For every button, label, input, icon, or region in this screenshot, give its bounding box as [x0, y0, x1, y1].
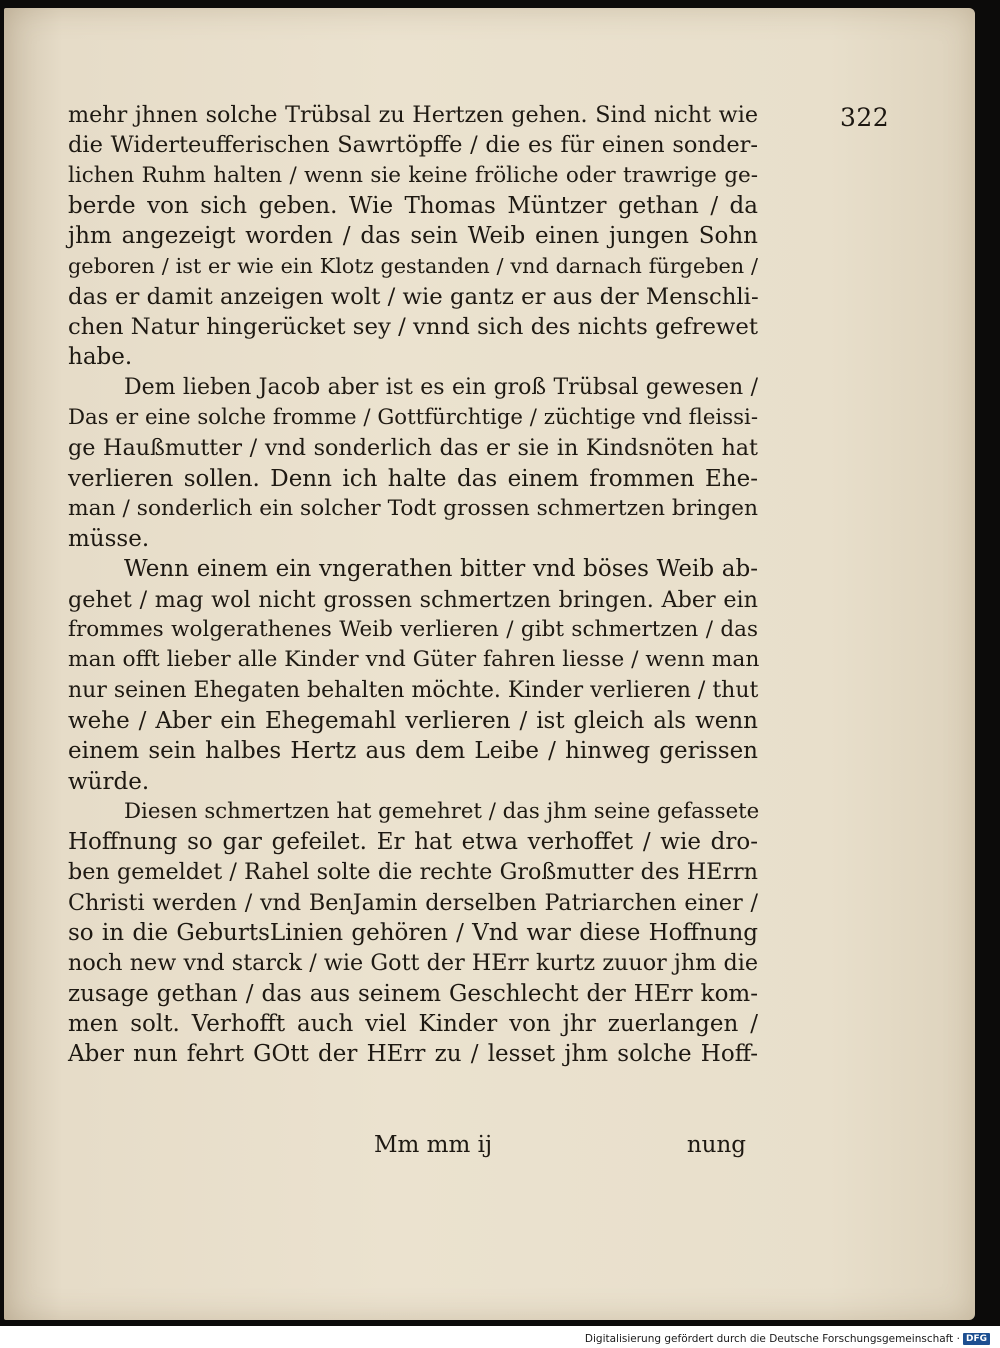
text-line: man offt lieber alle Kinder vnd Güter fahren liesse / wenn man: [68, 647, 760, 673]
text-line: wehe / Aber ein Ehegemahl verlieren / ist gleich als wenn: [68, 707, 758, 734]
signature-mark: Mm mm ij: [374, 1132, 493, 1158]
page-foot: [68, 1132, 758, 1164]
text-line: zusage gethan / das aus seinem Geschlecht der HErr kom-: [68, 980, 758, 1007]
text-line: noch new vnd starck / wie Gott der HErr kurtz zuuor jhm die: [68, 950, 758, 977]
catchword: nung: [686, 1132, 746, 1158]
text-line: so in die GeburtsLinien gehören / Vnd war diese Hoffnung: [68, 920, 758, 947]
text-line: Diesen schmertzen hat gemehret / das jhm seine gefassete: [124, 798, 760, 824]
digitization-credit: [585, 1332, 990, 1346]
text-line: verlieren sollen. Denn ich halte das einem frommen Ehe-: [68, 465, 758, 492]
page-number: 322: [840, 103, 890, 132]
text-line: Hoffnung so gar gefeilet. Er hat etwa verhoffet / wie dro-: [68, 829, 758, 856]
text-line: Aber nun fehrt GOtt der HErr zu / lesset jhm solche Hoff-: [68, 1041, 758, 1068]
text-line: nur seinen Ehegaten behalten möchte. Kinder verlieren / thut: [68, 677, 759, 703]
text-line: Das er eine solche fromme / Gottfürchtige / züchtige vnd fleissi-: [68, 404, 758, 430]
credit-text: Digitalisierung gefördert durch die Deutsche Forschungsgemeinschaft ·: [584, 1333, 960, 1345]
text-line: berde von sich geben. Wie Thomas Müntzer gethan / da: [68, 192, 758, 219]
text-line: frommes wolgerathenes Weib verlieren / gibt schmertzen / das: [68, 617, 758, 643]
text-line: die Widerteufferischen Sawrtöpffe / die es für einen sonder-: [68, 132, 758, 159]
text-line: müsse.: [68, 526, 150, 553]
book-page: [4, 8, 975, 1320]
text-line: würde.: [68, 768, 150, 795]
text-line: Wenn einem ein vngerathen bitter vnd böses Weib ab-: [124, 556, 758, 583]
text-line: chen Natur hingerücket sey / vnnd sich des nichts gefrewet: [68, 314, 758, 341]
text-line: geboren / ist er wie ein Klotz gestanden / vnd darnach fürgeben /: [68, 254, 758, 279]
text-line: habe.: [68, 344, 133, 371]
text-line: mehr jhnen solche Trübsal zu Hertzen gehen. Sind nicht wie: [68, 102, 758, 128]
text-line: Christi werden / vnd BenJamin derselben Patriarchen einer /: [68, 889, 758, 916]
text-line: lichen Ruhm halten / wenn sie keine fröliche oder trawrige ge-: [68, 162, 758, 188]
body-text: [68, 100, 758, 1070]
text-line: einem sein halbes Hertz aus dem Leibe / hinweg gerissen: [68, 738, 758, 765]
text-line: das er damit anzeigen wolt / wie gantz er aus der Menschli-: [68, 283, 759, 310]
text-line: ben gemeldet / Rahel solte die rechte Großmutter des HErrn: [68, 859, 758, 886]
text-line: man / sonderlich ein solcher Todt grossen schmertzen bringen: [68, 495, 758, 521]
text-line: Dem lieben Jacob aber ist es ein groß Trübsal gewesen /: [124, 374, 758, 400]
text-line: gehet / mag wol nicht grossen schmertzen bringen. Aber ein: [68, 586, 758, 613]
text-line: jhm angezeigt worden / das sein Weib einen jungen Sohn: [68, 223, 758, 250]
text-line: ge Haußmutter / vnd sonderlich das er sie in Kindsnöten hat: [68, 435, 758, 462]
text-line: men solt. Verhofft auch viel Kinder von jhr zuerlangen /: [68, 1010, 758, 1037]
dfg-logo: DFG: [963, 1333, 990, 1345]
